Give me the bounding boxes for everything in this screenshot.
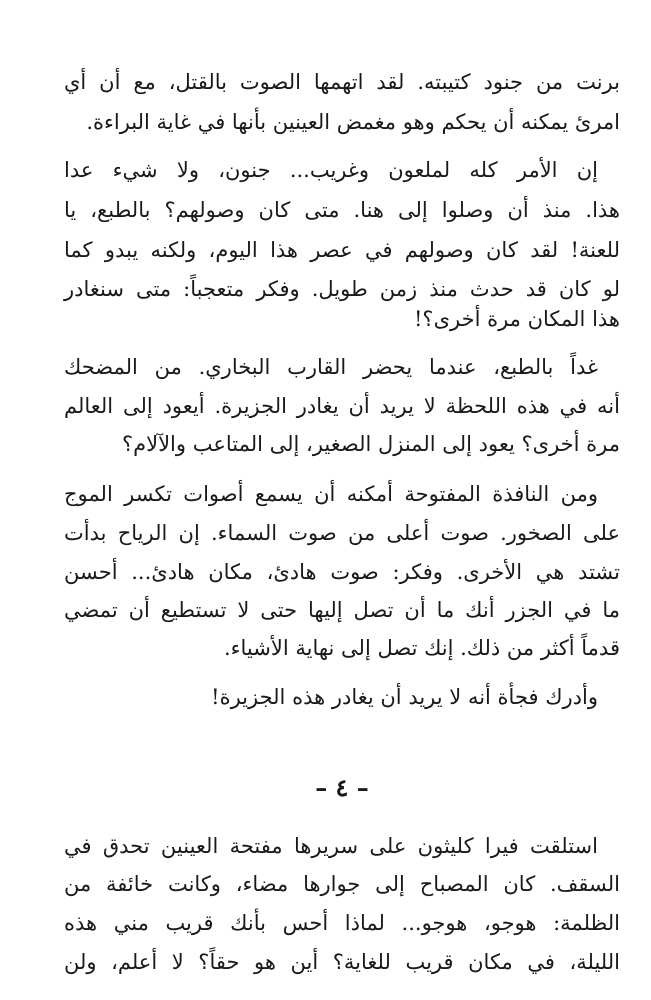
text-line: الظلمة: هوجو، هوجو... لماذا أحس بأنك قريب مني هذه [64,911,620,935]
text-line: مرة أخرى؟ يعود إلى المنزل الصغير، إلى المتاعب والآلام؟ [121,432,620,456]
text-line: هذا المكان مرة أخرى؟! [413,307,620,331]
text-line: أنه في هذه اللحظة لا يريد أن يغادر الجزيرة. أيعود إلى العالم [64,394,620,418]
text-line: ومن النافذة المفتوحة أمكنه أن يسمع أصوات تكسر الموج [64,482,598,506]
text-line: الليلة، في مكان قريب للغاية؟ أين هو حقاً؟ لا أعلم، ولن [64,950,620,974]
text-line: هذا. منذ أن وصلوا إلى هنا. متى كان وصولهم؟ بالطبع، يا [64,198,620,222]
text-line: لو كان قد حدث منذ زمن طويل. وفكر متعجباً: متى سنغادر [64,277,620,301]
text-line: امرئ يمكنه أن يحكم وهو مغمض العينين بأنها في غاية البراءة. [86,110,620,134]
book-page [64,0,620,1000]
text-line: ما في الجزر أنك ما أن تصل إليها حتى لا تستطيع أن تمضي [64,598,620,622]
text-line: برنت من جنود كتيبته. لقد اتهمها الصوت بالقتل، مع أن أي [64,70,620,94]
text-line: غداً بالطبع، عندما يحضر القارب البخاري. من المضحك [64,355,598,379]
text-line: السقف. كان المصباح إلى جوارها مضاء، وكانت خائفة من [64,872,620,896]
text-line: استلقت فيرا كليثون على سريرها مفتحة العينين تحدق في [64,834,598,858]
text-line: وأدرك فجأة أنه لا يريد أن يغادر هذه الجزيرة! [211,685,598,709]
text-line: للعنة! لقد كان وصولهم في عصر هذا اليوم، ولكنه يبدو كما [64,238,620,262]
text-line: قدماً أكثر من ذلك. إنك تصل إلى نهاية الأشياء. [223,636,620,660]
text-line: على الصخور. صوت أعلى من صوت السماء. إن الرياح بدأت [64,521,620,545]
chapter-number: – ٤ – [315,773,369,802]
text-line: إن الأمر كله لملعون وغريب... جنون، ولا شيء عدا [64,158,598,182]
text-line: تشتد هي الأخرى. وفكر: صوت هادئ، مكان هادئ... أحسن [64,560,620,584]
